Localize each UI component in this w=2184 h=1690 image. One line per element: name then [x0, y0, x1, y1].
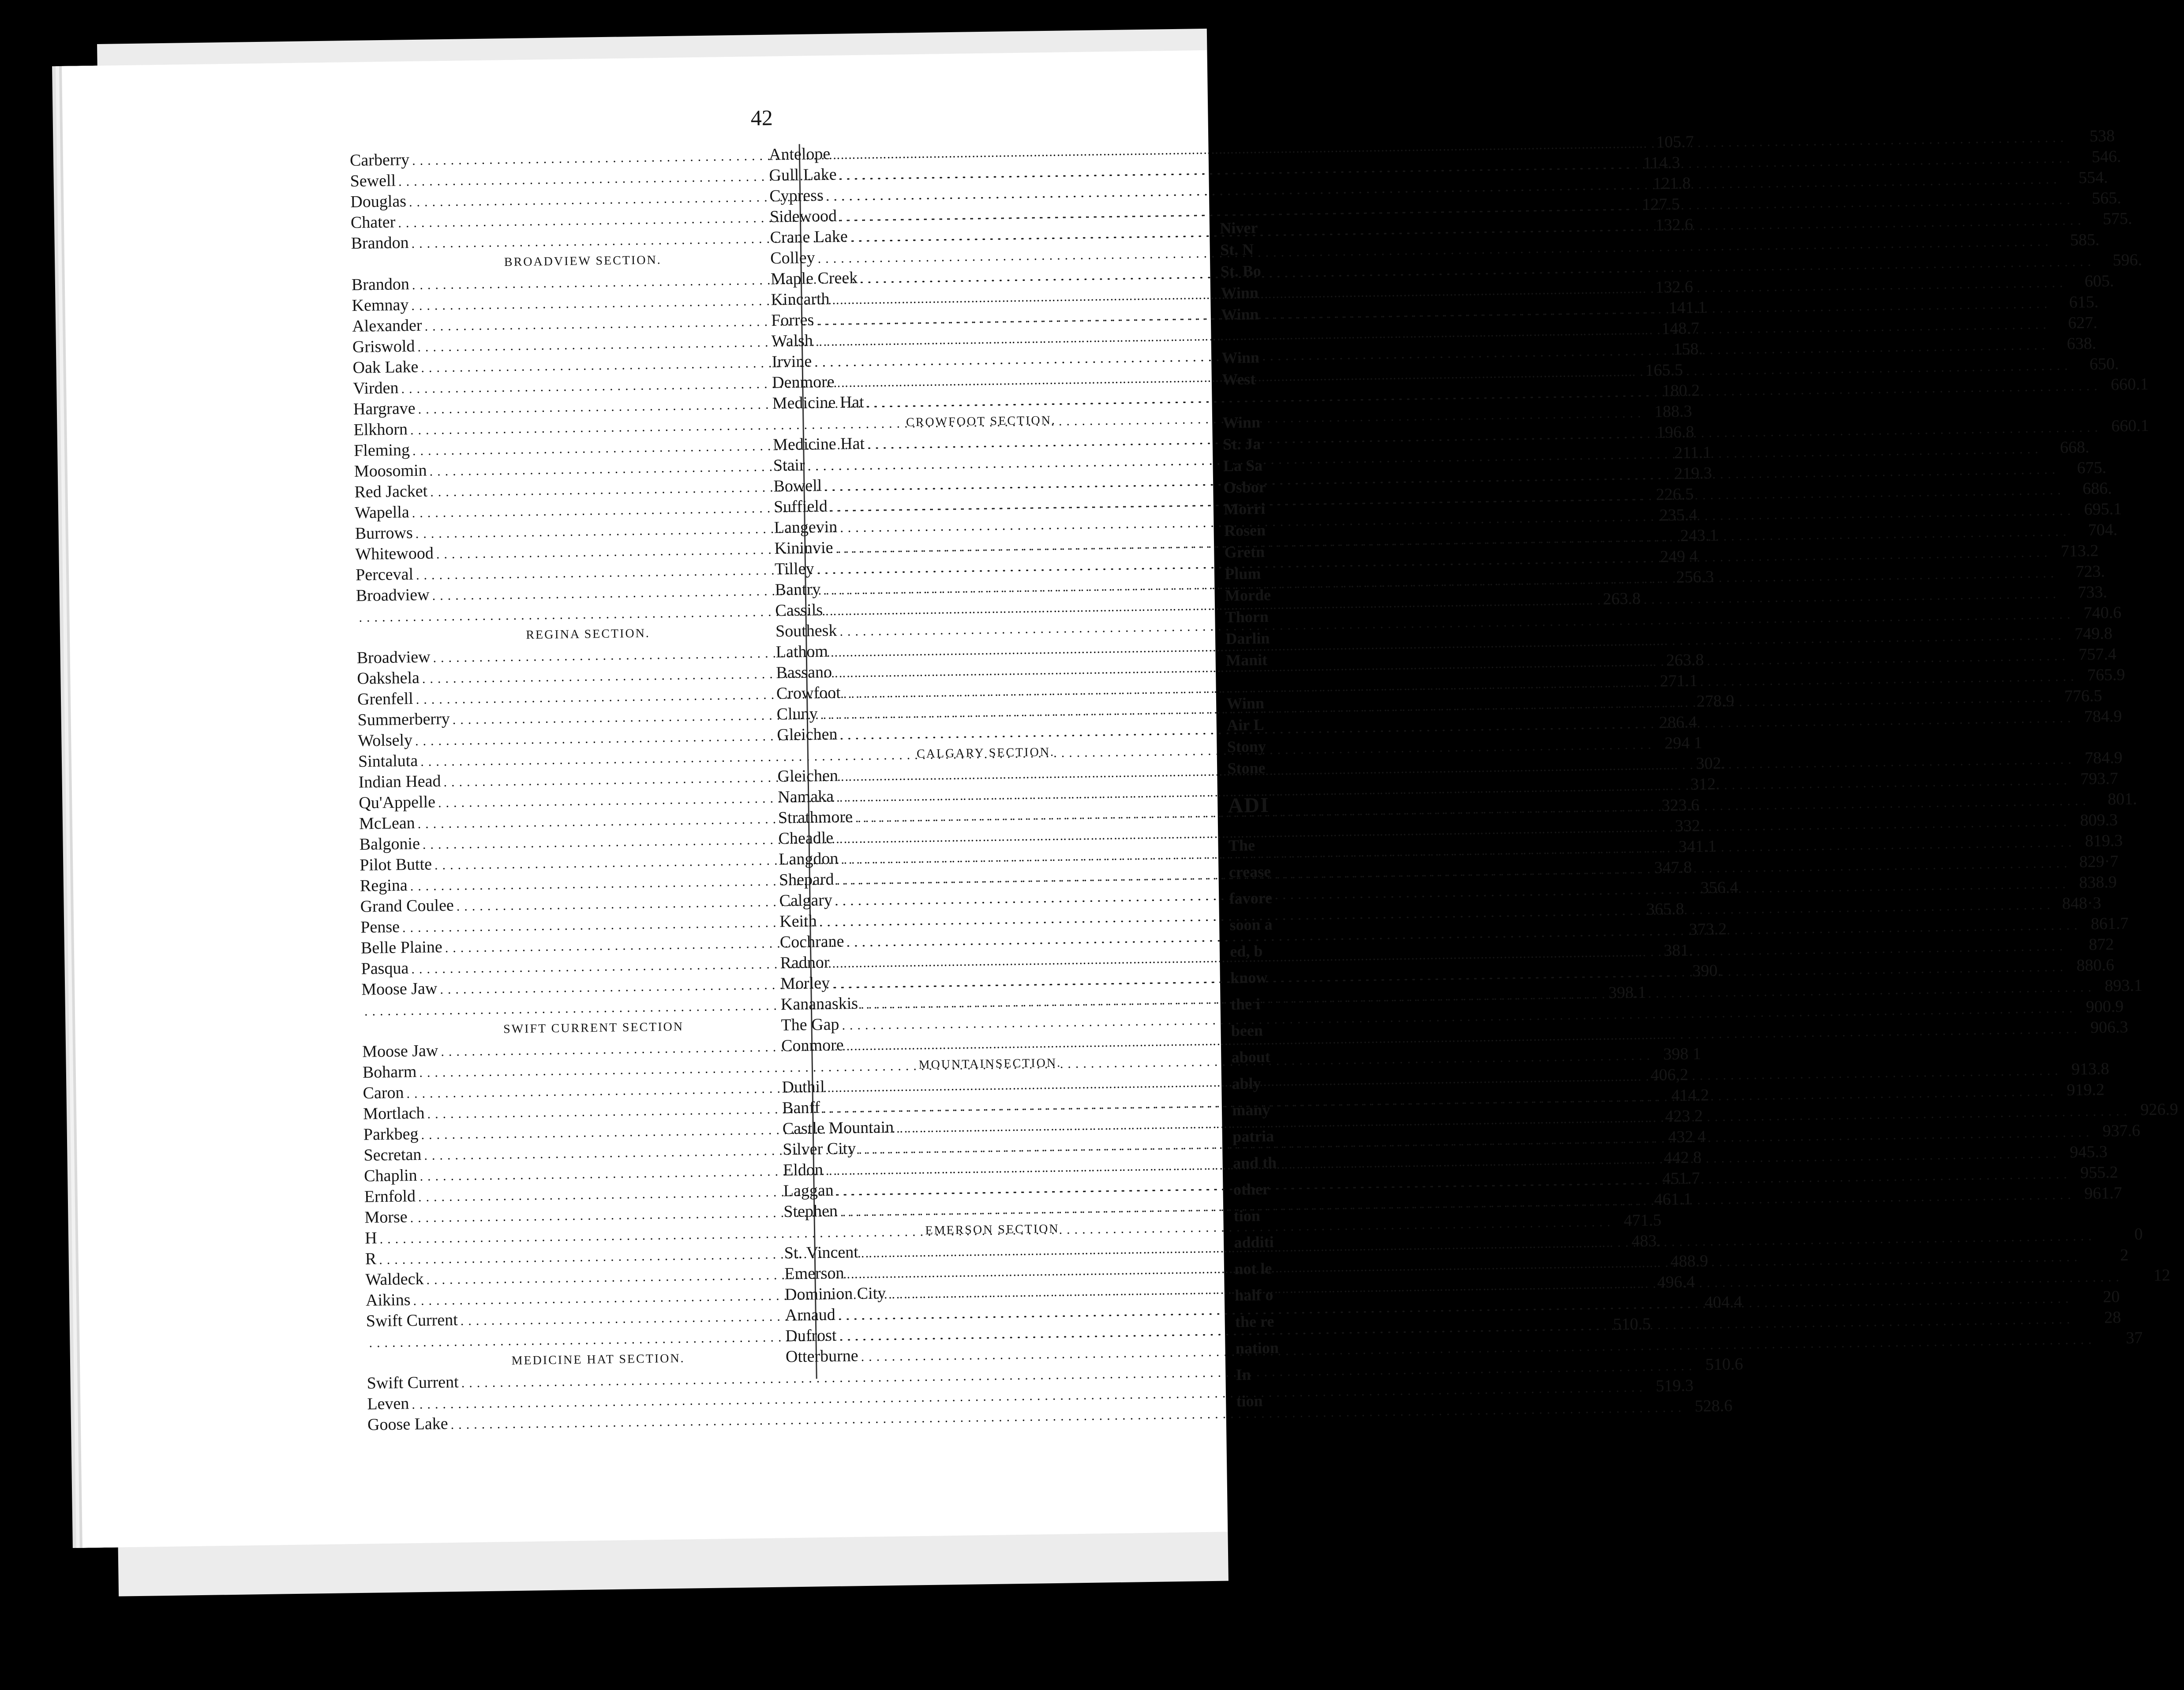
fragment-station-text: Winn [1221, 348, 1260, 367]
station-distance: 390. [1692, 961, 1722, 980]
station-distance: 235.4 [1659, 505, 1697, 525]
station-name: Cheadle [778, 828, 834, 848]
station-name: Swift Current [367, 1372, 459, 1393]
fragment-station-text: St. Bo [1220, 262, 1262, 280]
station-name: Bassano [776, 662, 832, 682]
station-distance: 538 [2089, 127, 2115, 146]
station-distance: 243.1 [1680, 526, 1718, 545]
fragment-station-text [1226, 671, 1277, 693]
station-distance: 749.8 [2074, 624, 2113, 643]
station-distance: 793.7 [2080, 769, 2118, 789]
station-name: Stephen [783, 1201, 838, 1221]
station-distance: 861.7 [2090, 914, 2129, 933]
station-name: Virden [352, 378, 399, 398]
station-name: Morse [364, 1208, 408, 1227]
station-name: Crane Lake [770, 227, 848, 247]
station-name: Chater [350, 213, 396, 232]
station-distance: 302. [1696, 754, 1726, 773]
fragment-paragraph-line: soon a [1229, 915, 1273, 934]
fragment-station-text: Plum [1225, 565, 1261, 583]
station-name: Moose Jaw [361, 979, 438, 999]
station-distance: 451.7 [1662, 1169, 1700, 1188]
station-distance: 398.1 [1608, 983, 1646, 1002]
station-distance: 2 [2120, 1245, 2129, 1265]
fragment-station-text: Stony [1227, 737, 1266, 756]
station-distance: 955.2 [2080, 1163, 2118, 1182]
fragment-paragraph-line: additi [1234, 1233, 1274, 1252]
station-distance: 819.3 [2085, 831, 2123, 851]
station-distance: 249 4 [1660, 547, 1698, 566]
station-distance: 510.6 [1705, 1355, 1743, 1374]
station-name: Silver City [783, 1139, 856, 1159]
section-heading: REGINA SECTION. [526, 626, 651, 642]
station-name: Cypress [769, 186, 824, 206]
section-heading: BROADVIEW SECTION. [504, 253, 662, 269]
station-distance: 496.4 [1657, 1272, 1695, 1292]
station-distance: 488.9 [1670, 1252, 1708, 1271]
station-distance: 575. [2102, 209, 2132, 228]
fragment-station-text: St. Ja [1222, 435, 1261, 453]
station-name: Grenfell [357, 689, 414, 709]
station-distance: 675. [2077, 458, 2107, 478]
station-distance: 132.6 [1655, 277, 1693, 297]
station-name: Laggan [783, 1181, 834, 1200]
station-distance: 937.6 [2102, 1121, 2141, 1140]
station-name: Oak Lake [352, 357, 419, 377]
station-distance: 528.6 [1694, 1396, 1733, 1416]
station-name: Belle Plaine [360, 938, 442, 957]
station-distance: 180.2 [1662, 381, 1700, 400]
station-distance: 365.8 [1646, 899, 1684, 919]
page-number: 42 [750, 105, 773, 131]
station-name: Calgary [779, 890, 833, 910]
station-name: Whitewood [355, 544, 434, 564]
station-distance: 432 4 [1668, 1127, 1706, 1147]
station-distance: 913.8 [2071, 1059, 2109, 1079]
fragment-paragraph-line: not le [1234, 1259, 1272, 1278]
station-distance: 196.8 [1656, 422, 1694, 442]
station-name: Moosomin [354, 461, 427, 481]
station-distance: 271.1 [1660, 671, 1698, 691]
station-distance: 148.7 [1661, 319, 1700, 338]
fragment-station-text: Morde [1225, 586, 1271, 605]
station-distance: 219.3 [1674, 464, 1712, 483]
station-name: Wolsely [358, 731, 413, 750]
section-heading: EMERSON SECTION [925, 1222, 1060, 1238]
station-distance: 20 [2103, 1287, 2120, 1306]
station-name: Red Jacket [354, 482, 428, 501]
station-distance: 585. [2070, 230, 2100, 250]
station-distance: 926.9 [2140, 1100, 2179, 1119]
station-distance: 945.3 [2069, 1142, 2108, 1162]
station-name: Radnor [780, 953, 830, 972]
station-name: Southesk [775, 621, 837, 641]
station-name: Sintaluta [358, 751, 418, 771]
station-name: Wapella [354, 503, 410, 522]
station-name: Brandon [351, 275, 410, 294]
fragment-station-text: Rosen [1224, 521, 1266, 540]
station-distance: 286.4 [1659, 713, 1697, 732]
station-distance: 332. [1675, 816, 1704, 836]
station-name: Medicine Hat [772, 393, 864, 413]
station-distance: 461.1 [1654, 1189, 1692, 1209]
station-distance: 596. [2113, 251, 2143, 270]
station-distance: 627. [2068, 313, 2098, 333]
station-name: Keith [779, 912, 817, 931]
station-name: Pense [360, 917, 400, 937]
station-distance: 809.3 [2080, 811, 2118, 830]
station-distance: 226.5 [1656, 485, 1694, 504]
station-distance: 114.3 [1643, 153, 1681, 172]
station-distance: 686. [2082, 479, 2112, 498]
fragment-paragraph-line: half o [1234, 1286, 1274, 1305]
fragment-paragraph-line: favore [1229, 889, 1273, 908]
fragment-station-text: Stone [1227, 759, 1266, 778]
station-name: Summerberry [357, 709, 450, 729]
station-name: Gull Lake [769, 165, 837, 185]
station-distance: 12 [2153, 1266, 2171, 1285]
station-name: Broadview [356, 585, 430, 605]
station-name: Carberry [349, 150, 410, 170]
station-distance: 211.1 [1674, 443, 1712, 463]
fragment-paragraph-line: know [1230, 968, 1268, 987]
station-distance: 278.9 [1696, 692, 1734, 711]
station-name: Suffield [773, 497, 828, 516]
station-distance: 740.6 [2083, 603, 2122, 623]
station-distance: 893.1 [2104, 976, 2143, 995]
station-name: Castle Mountain [782, 1118, 894, 1138]
station-name: Waldeck [365, 1269, 424, 1289]
station-name: Stair [773, 456, 805, 475]
book-page [62, 50, 2179, 1548]
station-distance: 900.9 [2086, 997, 2124, 1017]
station-name: Morley [780, 973, 830, 993]
station-name: Boharm [362, 1062, 417, 1082]
station-name: Shepard [779, 870, 834, 890]
station-name: Walsh [771, 331, 813, 351]
fragment-station-text: Winn [1222, 413, 1261, 432]
station-name: Colley [770, 248, 815, 268]
station-distance: 121.8 [1652, 174, 1691, 193]
station-distance: 263.8 [1603, 589, 1641, 609]
station-name: Denmore [772, 372, 835, 392]
fragment-station-text: Winn [1226, 694, 1265, 713]
fragment-paragraph-line: the re [1235, 1312, 1274, 1331]
station-name: Dufrost [785, 1326, 837, 1346]
fragment-heading: ADI [1228, 793, 1270, 818]
station-distance: 423 2 [1665, 1107, 1703, 1126]
station-name: Burrows [355, 523, 413, 543]
fragment-paragraph-line: ed, b [1230, 942, 1263, 961]
fragment-paragraph-line: been [1231, 1021, 1263, 1040]
station-distance: 872 [2088, 935, 2114, 954]
section-heading: MOUNTAINSECTION. [918, 1056, 1062, 1072]
station-distance: 406,2 [1650, 1065, 1689, 1084]
station-name: Swift Current [366, 1310, 458, 1331]
station-distance: 0 [2134, 1225, 2143, 1244]
station-name: Ernfold [364, 1187, 416, 1206]
station-distance: 312. [1690, 774, 1720, 794]
fragment-paragraph-line: The [1228, 836, 1255, 855]
station-distance: 554. [2078, 168, 2108, 187]
station-name: Forres [771, 310, 814, 330]
station-distance: 158. [1673, 340, 1703, 359]
station-distance: 615. [2069, 292, 2099, 312]
fragment-paragraph-line: other [1233, 1180, 1270, 1199]
station-name: Indian Head [358, 772, 441, 792]
station-name: Emerson [784, 1264, 844, 1283]
station-name: Broadview [356, 647, 431, 667]
station-name: Eldon [783, 1160, 824, 1180]
station-name: Kananaskis [780, 994, 858, 1014]
station-distance: 373.2 [1689, 920, 1727, 939]
station-name: Oakshela [357, 668, 420, 688]
fragment-station-text: Osbor [1223, 478, 1266, 497]
station-name: Douglas [350, 192, 407, 211]
fragment-station-text [1221, 325, 1273, 348]
fragment-paragraph-line: about [1231, 1047, 1270, 1066]
station-distance: 141.1 [1668, 298, 1707, 318]
station-distance: 776.5 [2064, 686, 2102, 706]
fragment-station-text: Gretn [1224, 543, 1265, 561]
station-name: Arnaud [785, 1305, 835, 1325]
station-name: H [364, 1229, 377, 1248]
station-name: Brandon [351, 233, 409, 253]
station-name: Gleichen [777, 725, 838, 744]
station-name: Langdon [778, 849, 839, 869]
station-distance: 919.2 [2066, 1080, 2105, 1099]
fragment-station-text: Manit [1225, 651, 1268, 669]
fragment-station-text: Air L [1226, 716, 1264, 734]
station-name: Cochrane [779, 932, 844, 952]
station-distance: 605. [2084, 272, 2114, 291]
station-name: Sewell [350, 171, 396, 191]
fragment-paragraph-line: the i [1230, 995, 1261, 1013]
station-name: Parkbeg [363, 1124, 419, 1144]
station-name: Secretan [363, 1145, 422, 1165]
station-name: Grand Coulee [360, 896, 454, 916]
station-name: McLean [359, 813, 415, 833]
station-distance: 695.1 [2084, 499, 2122, 519]
station-distance: 704. [2088, 520, 2118, 539]
station-name: Duthil [782, 1077, 825, 1097]
section-heading: SWIFT CURRENT SECTION [503, 1020, 684, 1036]
station-distance: 132.6 [1655, 215, 1693, 235]
station-distance: 127.5 [1642, 194, 1680, 214]
station-name: Leven [367, 1394, 409, 1413]
section-heading: CALGARY SECTION. [916, 745, 1055, 761]
station-name: Tilley [774, 559, 814, 579]
fragment-station-text: Thorn [1225, 607, 1269, 626]
station-name: Caron [363, 1083, 404, 1103]
station-name: Banff [782, 1098, 820, 1118]
station-distance: 906.3 [2090, 1017, 2128, 1037]
fragment-station-text: West [1221, 370, 1256, 389]
station-name: Qu'Appelle [359, 793, 436, 812]
station-name: Mortlach [363, 1103, 425, 1123]
station-distance: 660.1 [2110, 375, 2149, 394]
section-heading: MEDICINE HAT SECTION. [511, 1351, 685, 1368]
fragment-paragraph-line: patria [1232, 1127, 1274, 1146]
station-name: Pilot Butte [360, 855, 432, 875]
fragment-station-text: Morri [1224, 500, 1266, 518]
station-name: Crowfoot [776, 683, 841, 703]
station-distance: 801. [2107, 789, 2137, 809]
station-name: R [365, 1249, 377, 1268]
station-name: Otterburne [785, 1346, 858, 1366]
station-distance: 650. [2089, 354, 2119, 374]
station-distance: 28 [2104, 1308, 2121, 1327]
station-name: Kemnay [352, 295, 409, 315]
fragment-paragraph-line: In [1236, 1365, 1251, 1384]
fragment-station-text: Niver [1220, 219, 1258, 237]
station-distance: 757.4 [2078, 645, 2117, 664]
station-name: Aikins [365, 1290, 411, 1310]
station-name: Fleming [353, 441, 410, 460]
station-distance: 880.6 [2076, 956, 2115, 975]
station-distance: 510.5 [1613, 1314, 1651, 1334]
station-distance: 442 8 [1663, 1148, 1702, 1167]
station-name: Pasqua [361, 959, 409, 978]
station-distance: 784.9 [2084, 707, 2122, 726]
station-name: Chaplin [363, 1166, 417, 1185]
fragment-paragraph-line: tion [1233, 1207, 1260, 1225]
station-distance: 356.4 [1700, 878, 1738, 897]
station-distance: 765.9 [2087, 665, 2125, 685]
station-distance: 294 1 [1664, 733, 1703, 753]
fragment-paragraph-line: many [1232, 1100, 1270, 1119]
station-name: Kininvie [774, 538, 833, 558]
station-distance: 323.6 [1661, 796, 1700, 815]
station-distance: 784.9 [2084, 748, 2123, 768]
station-distance: 256.3 [1676, 567, 1714, 587]
station-distance: 471.5 [1623, 1211, 1662, 1230]
station-distance: 105.7 [1656, 132, 1694, 152]
section-heading: CROWFOOT SECTION. [906, 413, 1056, 430]
station-distance: 263.8 [1666, 651, 1704, 670]
station-name: The Gap [781, 1015, 839, 1035]
station-distance: 713.2 [2060, 541, 2099, 561]
fragment-paragraph-line: and th [1232, 1153, 1277, 1172]
station-distance: 733. [2078, 583, 2108, 602]
station-name: Elkhorn [353, 420, 408, 439]
station-name: Bantry [775, 580, 821, 599]
fragment-paragraph-line: ably [1232, 1074, 1261, 1093]
station-name: Lathom [775, 642, 828, 662]
station-name: Namaka [778, 787, 834, 807]
fragment-paragraph-line: crease [1229, 862, 1271, 881]
station-distance: 165.5 [1645, 360, 1683, 380]
fragment-station-text: St. N [1220, 240, 1254, 259]
station-distance: 565. [2091, 188, 2121, 208]
fragment-paragraph-line: nation [1235, 1339, 1279, 1357]
station-name: Balgonie [359, 834, 420, 854]
station-name: Bowell [773, 476, 822, 496]
station-distance: 660.1 [2111, 416, 2150, 436]
station-name: Kincarth [771, 289, 830, 309]
station-name: Conmore [781, 1036, 844, 1055]
station-distance: 483. [1631, 1231, 1661, 1251]
station-name: Cluny [776, 704, 818, 724]
fragment-station-text: Darlin [1225, 629, 1270, 648]
station-distance: 838.9 [2079, 873, 2117, 892]
station-name: Perceval [355, 565, 414, 584]
station-name: Regina [360, 876, 408, 895]
station-distance: 829·7 [2079, 852, 2119, 871]
station-distance: 398 1 [1663, 1044, 1701, 1064]
station-name: Gleichen [777, 766, 839, 786]
station-name: Dominion City [784, 1284, 886, 1304]
station-name: St. Vincent [784, 1243, 859, 1263]
station-name: Strathmore [778, 808, 853, 827]
fragment-station-text: La Sa [1223, 456, 1263, 475]
station-distance: 546. [2091, 147, 2121, 166]
station-name: Cassils [775, 601, 823, 620]
station-name: Griswold [352, 337, 415, 356]
station-name: Goose Lake [367, 1414, 448, 1434]
station-distance: 638. [2067, 334, 2097, 353]
station-distance: 519.3 [1656, 1376, 1694, 1395]
station-distance: 347.8 [1654, 858, 1692, 877]
fragment-paragraph-line: tion [1236, 1392, 1263, 1410]
station-name: Hargrave [353, 399, 416, 419]
station-distance: 404.4 [1704, 1293, 1742, 1312]
station-distance: 848·3 [2062, 894, 2102, 913]
station-distance: 414.2 [1671, 1086, 1709, 1105]
station-distance: 381. [1663, 941, 1693, 960]
fragment-station-text: Winn [1221, 305, 1259, 324]
station-distance: 961.7 [2084, 1184, 2122, 1203]
station-name: Alexander [352, 316, 422, 336]
station-name: Medicine Hat [772, 434, 865, 454]
fragment-station-text [1222, 390, 1274, 412]
station-name: Irvine [772, 352, 812, 371]
fragment-station-text: Winn [1221, 284, 1259, 302]
station-distance: 37 [2126, 1328, 2143, 1347]
station-distance: 668. [2060, 437, 2090, 457]
station-distance: 188.3 [1654, 402, 1693, 421]
station-name: Moose Jaw [362, 1041, 438, 1061]
station-name: Langevin [774, 517, 838, 537]
station-name: Maple Creek [770, 268, 858, 288]
station-distance: 341.1 [1678, 837, 1716, 856]
station-distance: 723. [2075, 562, 2105, 581]
station-name: Antelope [768, 144, 831, 164]
station-name: Sidewood [769, 206, 837, 226]
